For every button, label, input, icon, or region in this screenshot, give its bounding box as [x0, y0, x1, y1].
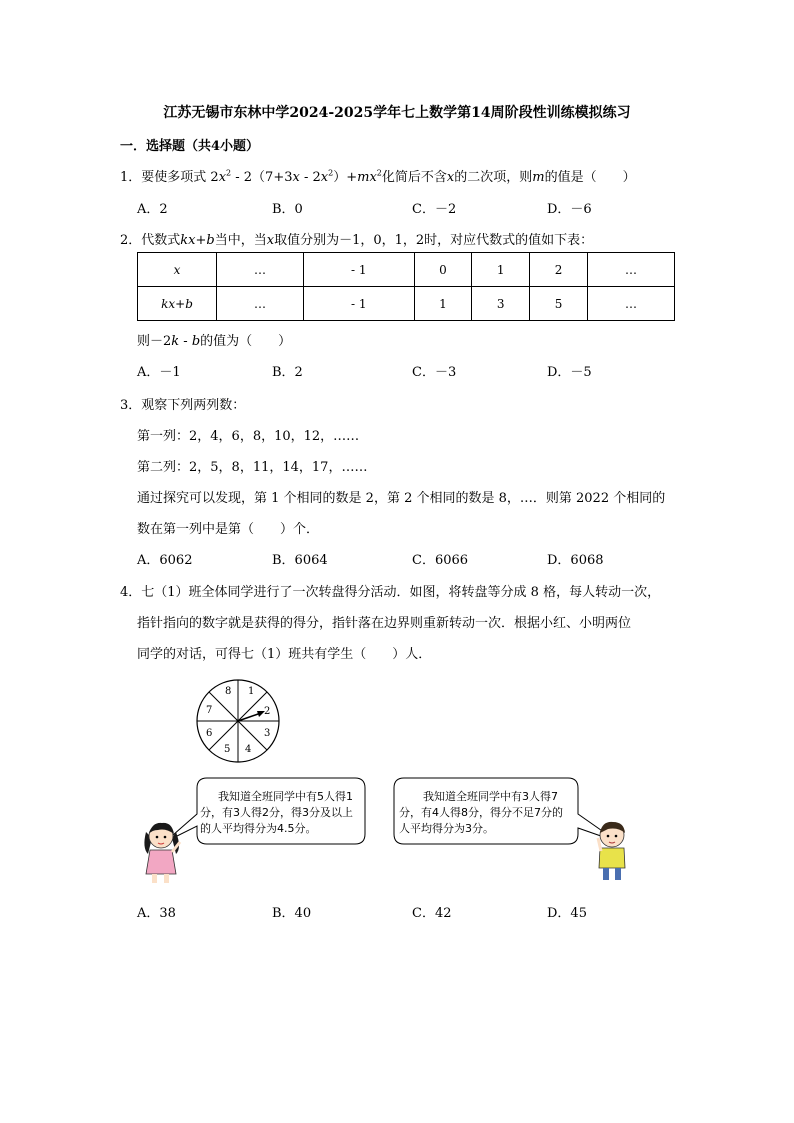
table-cell: - 1	[303, 287, 414, 321]
speech-text-left: 我知道全班同学中有5人得1 分，有3人得2分，得3分及以上 的人平均得分为4.5分。	[200, 790, 353, 835]
spinner-wheel	[193, 676, 283, 766]
wheel-number: 2	[264, 706, 271, 717]
question-3-text: 通过探究可以发现，第 1 个相同的数是 2，第 2 个相同的数是 8，…．则第 2022 个相同的	[137, 491, 666, 506]
question-number: 3．	[120, 398, 142, 413]
table-cell: - 1	[303, 253, 414, 287]
option-d[interactable]: D．45	[547, 906, 587, 921]
question-3-stem: 3．观察下列两列数：	[120, 398, 246, 413]
wheel-number: 1	[248, 686, 255, 697]
sequence-line-2: 第二列：2，5，8，11，14，17，……	[137, 460, 368, 475]
question-1-stem: 1．要使多项式 $2x^2 - 2(7+3x - 2x^2)+mx^2$化简后不含x的二次项，则m的值是（ ）	[120, 168, 636, 185]
question-number: 1．	[120, 170, 142, 185]
option-c[interactable]: C．－3	[412, 365, 457, 380]
wheel-number: 7	[206, 705, 213, 716]
option-d[interactable]: D．－5	[547, 365, 592, 380]
option-b[interactable]: B．6064	[272, 553, 328, 568]
option-c[interactable]: C．42	[412, 906, 452, 921]
table-row	[138, 253, 675, 287]
table-cell: 2	[530, 253, 588, 287]
table-cell: …	[217, 253, 304, 287]
question-2-stem: 2．代数式kx+b当中，当x取值分别为－1，0，1，2时，对应代数式的值如下表：	[120, 233, 594, 248]
table-row	[138, 287, 675, 321]
document-title: 江苏无锡市东林中学2024-2025学年七上数学第14周阶段性训练模拟练习	[163, 105, 631, 121]
option-a[interactable]: A．－1	[137, 365, 181, 380]
option-b[interactable]: B．40	[272, 906, 312, 921]
question-number: 4．	[120, 585, 142, 600]
option-d[interactable]: D．－6	[547, 202, 592, 217]
table-cell: 5	[530, 287, 588, 321]
question-3-text: 数在第一列中是第（ ）个．	[137, 522, 320, 537]
wheel-number: 5	[224, 744, 231, 755]
question-4-text: 同学的对话，可得七（1）班共有学生（ ）人．	[137, 647, 432, 662]
speech-text-right: 我知道全班同学中有3人得7 分，有4人得8分，得分不足7分的 人平均得分为3分。	[399, 790, 563, 835]
table-cell: 3	[472, 287, 530, 321]
table-cell: …	[217, 287, 304, 321]
option-a[interactable]: A．6062	[137, 553, 193, 568]
question-number: 2．	[120, 233, 142, 248]
option-a[interactable]: A．2	[137, 202, 168, 217]
boy-character-illustration	[592, 818, 632, 882]
wheel-number: 3	[264, 728, 271, 739]
table-cell: 1	[472, 253, 530, 287]
question-4-text: 指针指向的数字就是获得的得分，指针落在边界则重新转动一次．根据小红、小明两位	[137, 616, 632, 631]
option-c[interactable]: C．6066	[412, 553, 469, 568]
option-d[interactable]: D．6068	[547, 553, 604, 568]
wheel-number: 8	[225, 686, 232, 697]
wheel-number: 6	[206, 728, 213, 739]
table-header-cell: kx+b	[138, 287, 217, 321]
wheel-number: 4	[245, 744, 252, 755]
section-heading: 一．选择题（共4小题）	[120, 139, 260, 154]
girl-character-illustration	[140, 818, 186, 884]
table-header-cell: x	[138, 253, 217, 287]
option-b[interactable]: B．0	[272, 202, 303, 217]
table-cell: 1	[414, 287, 472, 321]
sequence-line-1: 第一列：2，4，6，8，10，12，……	[137, 429, 360, 444]
question-4-stem: 4．七（1）班全体同学进行了一次转盘得分活动．如图，将转盘等分成 8 格，每人转动一次，	[120, 585, 661, 600]
option-b[interactable]: B．2	[272, 365, 303, 380]
table-cell: …	[587, 253, 674, 287]
option-c[interactable]: C．－2	[412, 202, 457, 217]
table-cell: …	[587, 287, 674, 321]
question-2-followup: 则－2k - b的值为（ ）	[137, 334, 292, 349]
table-cell: 0	[414, 253, 472, 287]
values-table	[137, 252, 675, 321]
option-a[interactable]: A．38	[137, 906, 176, 921]
